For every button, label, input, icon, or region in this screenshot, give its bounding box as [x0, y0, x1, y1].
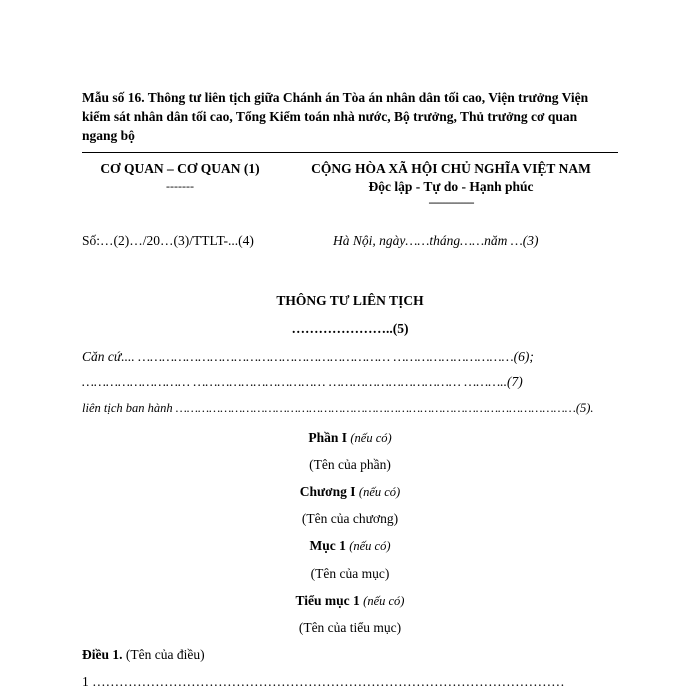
agency-name: CƠ QUAN – CƠ QUAN (1): [100, 161, 260, 176]
chapter-heading: [82, 484, 618, 500]
motto-underline: ---------------: [428, 195, 474, 209]
document-number: Số:…(2)…/20…(3)/TTLT-...(4): [82, 233, 254, 248]
chapter-label: Chương I: [299, 484, 356, 499]
heading-divider: [82, 152, 618, 153]
article-label: Điều 1.: [82, 647, 123, 662]
part-name: (Tên của phần): [309, 457, 391, 472]
subsection-label: Tiểu mục 1: [295, 593, 360, 608]
subsection-note: (nếu có): [363, 594, 405, 608]
part-note: (nếu có): [350, 431, 392, 445]
section-heading: [82, 538, 618, 554]
form-heading: Mẫu số 16. Thông tư liên tịch giữa Chánh án Tòa án nhân dân tối cao, Viện trưởng Viện kiểm sát nhân dân tối cao, Tổng Kiểm toán nhà nước, Bộ trưởng, Thủ trưởng cơ quan ngang bộ: [82, 90, 589, 143]
article-heading: [82, 647, 205, 663]
national-title: CỘNG HÒA XÃ HỘI CHỦ NGHĨA VIỆT NAM: [311, 161, 591, 176]
document-subtitle: …………………..(5): [291, 321, 409, 336]
basis-line: Căn cứ.... ……………………………………………………… …………………………(6);: [82, 349, 534, 364]
section-label: Mục 1: [309, 538, 346, 553]
basis-line: ……………………… …………………………… …………………………… ………..(7): [82, 374, 523, 389]
document-title: THÔNG TƯ LIÊN TỊCH: [276, 293, 424, 308]
article-name: (Tên của điều): [122, 647, 205, 662]
part-label: Phần I: [308, 430, 347, 445]
section-name: (Tên của mục): [310, 566, 390, 581]
part-heading: [82, 430, 618, 446]
basis-line: liên tịch ban hành ………………………………………………………………………………………………(5).: [82, 401, 594, 415]
chapter-note: (nếu có): [358, 485, 401, 499]
section-note: (nếu có): [349, 539, 391, 553]
agency-underline: -------: [166, 179, 194, 193]
subsection-heading: [82, 593, 618, 609]
chapter-name: (Tên của chương): [301, 511, 399, 526]
place-and-date: Hà Nội, ngày……tháng……năm …(3): [333, 233, 539, 248]
clause-line: 1 ……………………………………………………………………………………………: [82, 674, 565, 689]
subsection-name: (Tên của tiểu mục): [298, 620, 402, 635]
national-motto: Độc lập - Tự do - Hạnh phúc: [368, 179, 534, 194]
